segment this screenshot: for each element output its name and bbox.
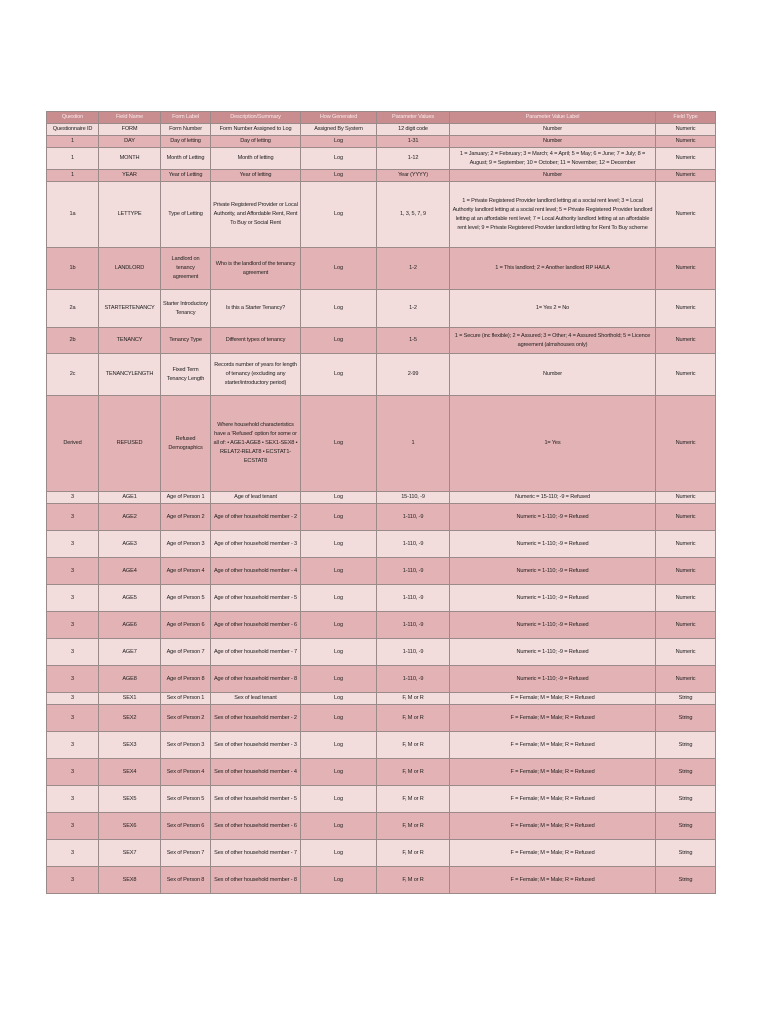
cell-field-name: DAY xyxy=(99,136,161,148)
cell-value-label: F = Female; M = Male; R = Refused xyxy=(450,786,656,813)
cell-value-label: Numeric = 1-110; -9 = Refused xyxy=(450,639,656,666)
cell-parameter-values: 1-31 xyxy=(377,136,450,148)
table-row xyxy=(47,124,716,136)
cell-question: 3 xyxy=(47,585,99,612)
cell-question: 1 xyxy=(47,136,99,148)
cell-question: 3 xyxy=(47,786,99,813)
table-row xyxy=(47,612,716,639)
cell-value-label: Numeric = 15-110; -9 = Refused xyxy=(450,492,656,504)
cell-field-name: AGE7 xyxy=(99,639,161,666)
table-row xyxy=(47,813,716,840)
cell-field-type: String xyxy=(656,813,716,840)
table-row xyxy=(47,354,716,396)
cell-value-label: Numeric = 1-110; -9 = Refused xyxy=(450,666,656,693)
cell-question: 3 xyxy=(47,867,99,894)
cell-question: 1b xyxy=(47,248,99,290)
cell-form-label: Age of Person 8 xyxy=(161,666,211,693)
table-row xyxy=(47,666,716,693)
cell-question: Derived xyxy=(47,396,99,492)
cell-field-name: TENANCYLENGTH xyxy=(99,354,161,396)
cell-description: Age of other household member - 5 xyxy=(211,585,301,612)
cell-field-name: AGE5 xyxy=(99,585,161,612)
cell-field-type: Numeric xyxy=(656,328,716,354)
cell-how-generated: Log xyxy=(301,396,377,492)
cell-field-type: Numeric xyxy=(656,290,716,328)
cell-description: Day of letting xyxy=(211,136,301,148)
cell-field-type: Numeric xyxy=(656,354,716,396)
cell-how-generated: Log xyxy=(301,136,377,148)
table-row xyxy=(47,639,716,666)
cell-form-label: Sex of Person 7 xyxy=(161,840,211,867)
cell-field-name: SEX1 xyxy=(99,693,161,705)
cell-form-label: Age of Person 1 xyxy=(161,492,211,504)
cell-parameter-values: 1-12 xyxy=(377,148,450,170)
table-row xyxy=(47,840,716,867)
cell-question: 3 xyxy=(47,666,99,693)
cell-value-label: F = Female; M = Male; R = Refused xyxy=(450,759,656,786)
cell-form-label: Sex of Person 6 xyxy=(161,813,211,840)
cell-field-name: REFUSED xyxy=(99,396,161,492)
cell-field-name: SEX6 xyxy=(99,813,161,840)
cell-field-type: String xyxy=(656,840,716,867)
cell-how-generated: Log xyxy=(301,170,377,182)
cell-how-generated: Log xyxy=(301,759,377,786)
table-row xyxy=(47,531,716,558)
cell-field-name: YEAR xyxy=(99,170,161,182)
cell-field-name: MONTH xyxy=(99,148,161,170)
cell-field-name: LETTYPE xyxy=(99,182,161,248)
cell-parameter-values: 1-5 xyxy=(377,328,450,354)
cell-question: 3 xyxy=(47,705,99,732)
cell-value-label: Number xyxy=(450,124,656,136)
cell-description: Who is the landlord of the tenancy agreement xyxy=(211,248,301,290)
cell-form-label: Landlord on tenancy agreement xyxy=(161,248,211,290)
table-row xyxy=(47,732,716,759)
cell-question: 2b xyxy=(47,328,99,354)
cell-description: Is this a Starter Tenancy? xyxy=(211,290,301,328)
cell-description: Sex of other household member - 6 xyxy=(211,813,301,840)
cell-value-label: 1= Yes 2 = No xyxy=(450,290,656,328)
table-header xyxy=(47,112,716,124)
cell-field-name: AGE2 xyxy=(99,504,161,531)
cell-description: Age of other household member - 3 xyxy=(211,531,301,558)
cell-form-label: Starter Introductory Tenancy xyxy=(161,290,211,328)
cell-description: Age of other household member - 6 xyxy=(211,612,301,639)
cell-form-label: Form Number xyxy=(161,124,211,136)
cell-parameter-values: F, M or R xyxy=(377,693,450,705)
header-question: Question xyxy=(47,112,99,124)
cell-description: Age of other household member - 8 xyxy=(211,666,301,693)
cell-how-generated: Log xyxy=(301,705,377,732)
cell-field-name: AGE6 xyxy=(99,612,161,639)
cell-how-generated: Log xyxy=(301,531,377,558)
cell-form-label: Month of Letting xyxy=(161,148,211,170)
cell-how-generated: Log xyxy=(301,248,377,290)
cell-description: Month of letting xyxy=(211,148,301,170)
cell-field-type: Numeric xyxy=(656,248,716,290)
cell-description: Age of other household member - 7 xyxy=(211,639,301,666)
cell-field-type: Numeric xyxy=(656,558,716,585)
cell-value-label: 1 = Private Registered Provider landlord letting at a social rent level; 3 = Local Authority landlord letting at a social rent level; 5 = Private Registered Provider landlord letting at an affordable rent level; 7 = Local Authority landlord letting at an affordable rent level; 9 = Private Registered Provider landlord letting for Rent To Buy scheme xyxy=(450,182,656,248)
cell-field-type: Numeric xyxy=(656,666,716,693)
cell-question: 1a xyxy=(47,182,99,248)
cell-field-type: Numeric xyxy=(656,531,716,558)
cell-form-label: Age of Person 4 xyxy=(161,558,211,585)
cell-parameter-values: F, M or R xyxy=(377,813,450,840)
cell-question: Questionnaire ID xyxy=(47,124,99,136)
cell-field-name: SEX7 xyxy=(99,840,161,867)
cell-description: Sex of other household member - 8 xyxy=(211,867,301,894)
cell-parameter-values: F, M or R xyxy=(377,786,450,813)
cell-how-generated: Log xyxy=(301,585,377,612)
cell-parameter-values: Year (YYYY) xyxy=(377,170,450,182)
cell-form-label: Tenancy Type xyxy=(161,328,211,354)
table-row xyxy=(47,786,716,813)
cell-form-label: Age of Person 6 xyxy=(161,612,211,639)
cell-how-generated: Log xyxy=(301,693,377,705)
cell-question: 3 xyxy=(47,639,99,666)
cell-field-name: TENANCY xyxy=(99,328,161,354)
cell-field-name: AGE4 xyxy=(99,558,161,585)
cell-form-label: Age of Person 7 xyxy=(161,639,211,666)
cell-how-generated: Log xyxy=(301,639,377,666)
cell-question: 1 xyxy=(47,170,99,182)
cell-value-label: F = Female; M = Male; R = Refused xyxy=(450,705,656,732)
cell-question: 2c xyxy=(47,354,99,396)
cell-question: 3 xyxy=(47,492,99,504)
cell-question: 3 xyxy=(47,504,99,531)
table-row xyxy=(47,170,716,182)
cell-parameter-values: 1-110, -9 xyxy=(377,612,450,639)
cell-how-generated: Log xyxy=(301,182,377,248)
cell-how-generated: Log xyxy=(301,290,377,328)
table-row xyxy=(47,148,716,170)
cell-how-generated: Log xyxy=(301,504,377,531)
cell-parameter-values: 1-110, -9 xyxy=(377,639,450,666)
cell-form-label: Sex of Person 3 xyxy=(161,732,211,759)
cell-field-name: AGE3 xyxy=(99,531,161,558)
cell-value-label: F = Female; M = Male; R = Refused xyxy=(450,732,656,759)
cell-question: 3 xyxy=(47,759,99,786)
cell-value-label: Numeric = 1-110; -9 = Refused xyxy=(450,504,656,531)
cell-field-type: Numeric xyxy=(656,182,716,248)
header-field-name: Field Name xyxy=(99,112,161,124)
cell-how-generated: Log xyxy=(301,492,377,504)
cell-parameter-values: 1-110, -9 xyxy=(377,504,450,531)
header-description: Description/Summary xyxy=(211,112,301,124)
cell-value-label: 1 = Secure (inc flexible); 2 = Assured; 3 = Other; 4 = Assured Shorthold; 5 = Licence agreement (almshouses only) xyxy=(450,328,656,354)
data-dictionary-table xyxy=(46,111,716,894)
cell-form-label: Sex of Person 2 xyxy=(161,705,211,732)
header-row xyxy=(47,112,716,124)
header-how-generated: How Generated xyxy=(301,112,377,124)
table-row xyxy=(47,396,716,492)
table-row xyxy=(47,492,716,504)
cell-field-type: Numeric xyxy=(656,396,716,492)
cell-form-label: Age of Person 2 xyxy=(161,504,211,531)
cell-parameter-values: F, M or R xyxy=(377,759,450,786)
cell-field-name: STARTERTENANCY xyxy=(99,290,161,328)
cell-form-label: Age of Person 5 xyxy=(161,585,211,612)
cell-value-label: 1 = January; 2 = February; 3 = March; 4 = April; 5 = May; 6 = June; 7 = July; 8 = August; 9 = September; 10 = October; 11 = November; 12 = December xyxy=(450,148,656,170)
cell-field-name: SEX2 xyxy=(99,705,161,732)
cell-field-type: String xyxy=(656,759,716,786)
cell-form-label: Day of letting xyxy=(161,136,211,148)
cell-value-label: F = Female; M = Male; R = Refused xyxy=(450,693,656,705)
table-row xyxy=(47,585,716,612)
table-row xyxy=(47,182,716,248)
cell-how-generated: Log xyxy=(301,732,377,759)
cell-value-label: Numeric = 1-110; -9 = Refused xyxy=(450,585,656,612)
cell-question: 3 xyxy=(47,612,99,639)
cell-value-label: 1= Yes xyxy=(450,396,656,492)
cell-field-type: String xyxy=(656,705,716,732)
cell-parameter-values: 1-110, -9 xyxy=(377,558,450,585)
cell-parameter-values: 1-110, -9 xyxy=(377,531,450,558)
table-row xyxy=(47,558,716,585)
cell-value-label: Numeric = 1-110; -9 = Refused xyxy=(450,612,656,639)
header-field-type: Field Type xyxy=(656,112,716,124)
cell-field-type: Numeric xyxy=(656,504,716,531)
cell-question: 3 xyxy=(47,813,99,840)
cell-field-name: LANDLORD xyxy=(99,248,161,290)
cell-question: 3 xyxy=(47,531,99,558)
table-row xyxy=(47,290,716,328)
cell-how-generated: Log xyxy=(301,786,377,813)
cell-form-label: Sex of Person 5 xyxy=(161,786,211,813)
cell-how-generated: Log xyxy=(301,328,377,354)
cell-description: Sex of lead tenant xyxy=(211,693,301,705)
cell-value-label: 1 = This landlord; 2 = Another landlord RP HA/LA xyxy=(450,248,656,290)
header-value-label: Parameter Value Label xyxy=(450,112,656,124)
cell-parameter-values: F, M or R xyxy=(377,840,450,867)
cell-value-label: Number xyxy=(450,170,656,182)
cell-field-type: Numeric xyxy=(656,492,716,504)
cell-question: 2a xyxy=(47,290,99,328)
cell-field-name: SEX5 xyxy=(99,786,161,813)
cell-description: Sex of other household member - 2 xyxy=(211,705,301,732)
header-parameter-values: Parameter Values xyxy=(377,112,450,124)
cell-parameter-values: 1-110, -9 xyxy=(377,666,450,693)
cell-description: Private Registered Provider or Local Authority, and Affordable Rent, Rent To Buy or Social Rent xyxy=(211,182,301,248)
table-row xyxy=(47,867,716,894)
cell-how-generated: Log xyxy=(301,354,377,396)
cell-how-generated: Log xyxy=(301,666,377,693)
cell-description: Sex of other household member - 3 xyxy=(211,732,301,759)
table-row xyxy=(47,705,716,732)
cell-parameter-values: 1-2 xyxy=(377,290,450,328)
cell-question: 3 xyxy=(47,558,99,585)
cell-field-name: SEX4 xyxy=(99,759,161,786)
cell-field-type: Numeric xyxy=(656,585,716,612)
cell-field-type: Numeric xyxy=(656,639,716,666)
table-row xyxy=(47,759,716,786)
cell-parameter-values: F, M or R xyxy=(377,867,450,894)
cell-description: Year of letting xyxy=(211,170,301,182)
cell-description: Sex of other household member - 4 xyxy=(211,759,301,786)
cell-form-label: Sex of Person 4 xyxy=(161,759,211,786)
cell-form-label: Fixed Term Tenancy Length xyxy=(161,354,211,396)
cell-field-name: SEX8 xyxy=(99,867,161,894)
cell-field-type: Numeric xyxy=(656,136,716,148)
cell-description: Where household characteristics have a 'Refused' option for some or all of: • AGE1-AGE8 • SEX1-SEX8 • RELAT2-RELAT8 • ECSTAT1-ECSTAT8 xyxy=(211,396,301,492)
cell-description: Sex of other household member - 5 xyxy=(211,786,301,813)
cell-parameter-values: 15-110, -9 xyxy=(377,492,450,504)
cell-field-type: Numeric xyxy=(656,612,716,639)
cell-how-generated: Assigned By System xyxy=(301,124,377,136)
cell-field-name: FORM xyxy=(99,124,161,136)
cell-how-generated: Log xyxy=(301,813,377,840)
cell-field-type: String xyxy=(656,867,716,894)
cell-form-label: Year of Letting xyxy=(161,170,211,182)
header-form-label: Form Label xyxy=(161,112,211,124)
cell-how-generated: Log xyxy=(301,558,377,585)
cell-form-label: Refused Demographics xyxy=(161,396,211,492)
cell-field-type: String xyxy=(656,786,716,813)
cell-parameter-values: 2-99 xyxy=(377,354,450,396)
cell-field-type: Numeric xyxy=(656,148,716,170)
cell-description: Age of other household member - 2 xyxy=(211,504,301,531)
cell-field-type: Numeric xyxy=(656,170,716,182)
cell-field-type: String xyxy=(656,693,716,705)
table-body xyxy=(47,124,716,894)
table-row xyxy=(47,328,716,354)
cell-value-label: Number xyxy=(450,136,656,148)
cell-description: Age of lead tenant xyxy=(211,492,301,504)
cell-parameter-values: F, M or R xyxy=(377,732,450,759)
cell-how-generated: Log xyxy=(301,840,377,867)
cell-parameter-values: F, M or R xyxy=(377,705,450,732)
table-row xyxy=(47,693,716,705)
cell-field-name: AGE8 xyxy=(99,666,161,693)
cell-field-name: SEX3 xyxy=(99,732,161,759)
cell-description: Records number of years for length of tenancy (excluding any starter/introductory period) xyxy=(211,354,301,396)
cell-value-label: F = Female; M = Male; R = Refused xyxy=(450,840,656,867)
cell-value-label: F = Female; M = Male; R = Refused xyxy=(450,867,656,894)
cell-description: Different types of tenancy xyxy=(211,328,301,354)
cell-field-name: AGE1 xyxy=(99,492,161,504)
table-row xyxy=(47,504,716,531)
cell-form-label: Age of Person 3 xyxy=(161,531,211,558)
cell-question: 3 xyxy=(47,732,99,759)
cell-how-generated: Log xyxy=(301,148,377,170)
table-row xyxy=(47,136,716,148)
cell-form-label: Sex of Person 8 xyxy=(161,867,211,894)
cell-value-label: Numeric = 1-110; -9 = Refused xyxy=(450,558,656,585)
cell-parameter-values: 1, 3, 5, 7, 9 xyxy=(377,182,450,248)
cell-how-generated: Log xyxy=(301,867,377,894)
cell-field-type: Numeric xyxy=(656,124,716,136)
table-row xyxy=(47,248,716,290)
cell-parameter-values: 12 digit code xyxy=(377,124,450,136)
cell-field-type: String xyxy=(656,732,716,759)
cell-description: Sex of other household member - 7 xyxy=(211,840,301,867)
cell-description: Form Number Assigned to Log xyxy=(211,124,301,136)
cell-how-generated: Log xyxy=(301,612,377,639)
cell-question: 3 xyxy=(47,693,99,705)
cell-value-label: F = Female; M = Male; R = Refused xyxy=(450,813,656,840)
cell-question: 3 xyxy=(47,840,99,867)
cell-parameter-values: 1-110, -9 xyxy=(377,585,450,612)
cell-description: Age of other household member - 4 xyxy=(211,558,301,585)
cell-question: 1 xyxy=(47,148,99,170)
cell-parameter-values: 1-2 xyxy=(377,248,450,290)
cell-value-label: Numeric = 1-110; -9 = Refused xyxy=(450,531,656,558)
cell-value-label: Number xyxy=(450,354,656,396)
cell-form-label: Type of Letting xyxy=(161,182,211,248)
cell-form-label: Sex of Person 1 xyxy=(161,693,211,705)
cell-parameter-values: 1 xyxy=(377,396,450,492)
